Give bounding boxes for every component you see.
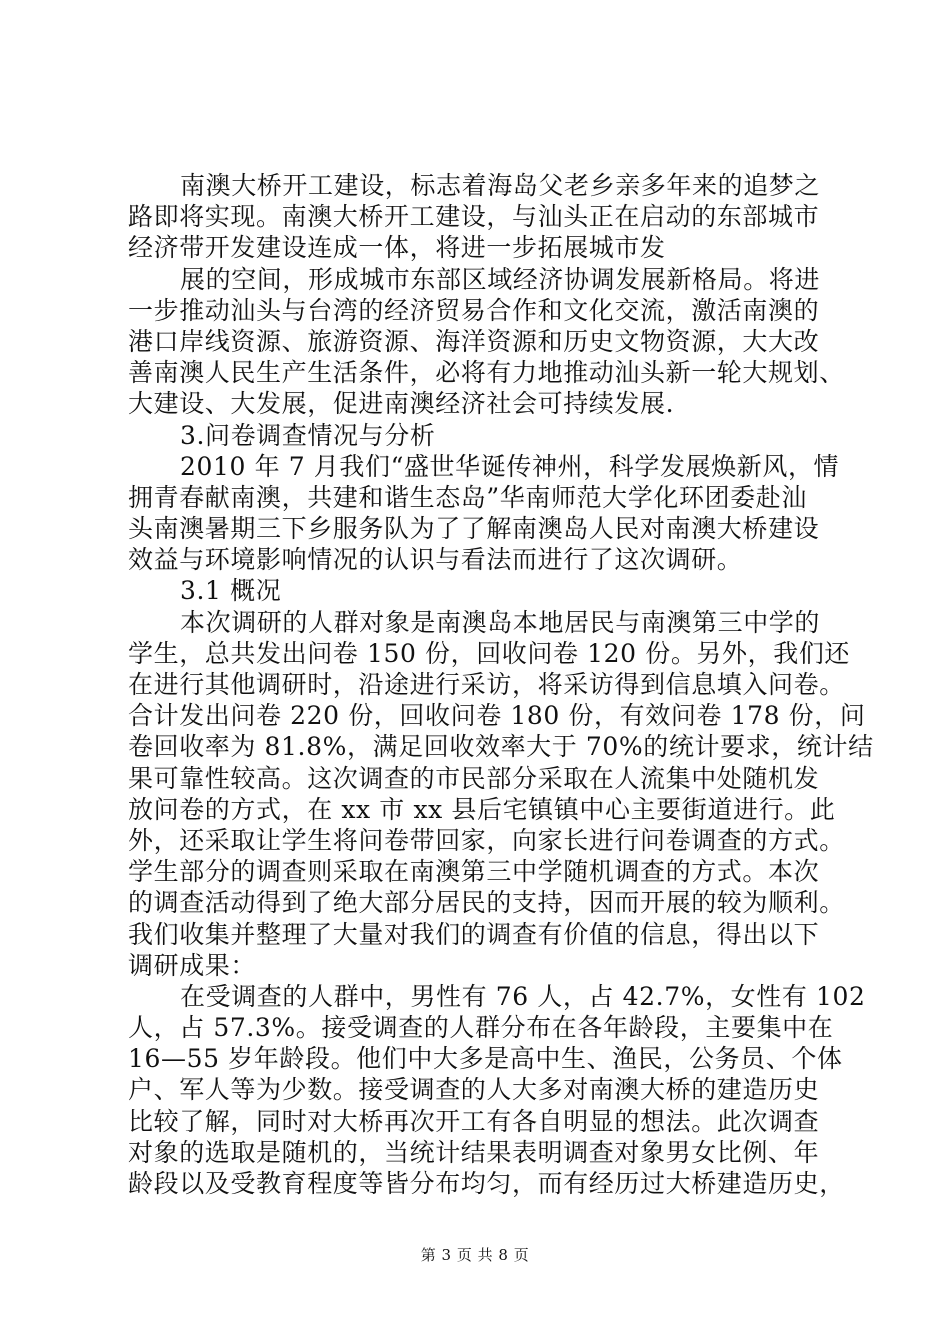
text-line: 的调查活动得到了绝大部分居民的支持，因而开展的较为顺利。 — [128, 888, 845, 918]
text-line: 在进行其他调研时，沿途进行采访，将采访得到信息填入问卷。 — [128, 670, 845, 699]
text-line: 调研成果： — [128, 950, 257, 980]
page-number-footer: 第 3 页 共 8 页 — [420, 1246, 530, 1264]
text-line: 16—55 岁年龄段。他们中大多是高中生、渔民，公务员、个体 — [128, 1044, 843, 1074]
text-line: 港口岸线资源、旅游资源、海洋资源和历史文物资源，大大改 — [128, 326, 820, 356]
text-line: 龄段以及受教育程度等皆分布均匀，而有经历过大桥建造历史， — [128, 1169, 845, 1198]
text-line: 效益与环境影响情况的认识与看法而进行了这次调研。 — [128, 545, 743, 575]
subsection-heading: 3.1 概况 — [180, 576, 282, 606]
text-line: 头南澳暑期三下乡服务队为了了解南澳岛人民对南澳大桥建设 — [128, 514, 820, 544]
text-line: 我们收集并整理了大量对我们的调查有价值的信息，得出以下 — [128, 919, 820, 949]
text-line: 学生部分的调查则采取在南澳第三中学随机调查的方式。本次 — [128, 857, 820, 887]
text-line: 路即将实现。南澳大桥开工建设，与汕头正在启动的东部城市 — [128, 202, 820, 232]
text-line: 对象的选取是随机的，当统计结果表明调查对象男女比例、年 — [128, 1137, 820, 1167]
text-line: 外，还采取让学生将问卷带回家，向家长进行问卷调查的方式。 — [128, 825, 845, 855]
text-line: 展的空间，形成城市东部区域经济协调发展新格局。将进 — [180, 264, 821, 294]
text-line: 经济带开发建设连成一体，将进一步拓展城市发 — [128, 233, 666, 263]
text-line: 放问卷的方式，在 xx 市 xx 县后宅镇镇中心主要街道进行。此 — [128, 794, 836, 824]
text-line: 学生，总共发出问卷 150 份，回收问卷 120 份。另外，我们还 — [128, 638, 851, 668]
text-line: 比较了解，同时对大桥再次开工有各自明显的想法。此次调查 — [128, 1106, 820, 1136]
text-line: 在受调查的人群中，男性有 76 人，占 42.7%，女性有 102 — [180, 981, 866, 1011]
text-line: 拥青春献南澳，共建和谐生态岛”华南师范大学化环团委赴汕 — [128, 482, 807, 512]
text-line: 一步推动汕头与台湾的经济贸易合作和文化交流，激活南澳的 — [128, 295, 820, 325]
section-heading: 3.问卷调查情况与分析 — [180, 420, 436, 450]
text-line: 大建设、大发展，促进南澳经济社会可持续发展. — [128, 389, 675, 419]
text-line: 户、军人等为少数。接受调查的人大多对南澳大桥的建造历史 — [128, 1075, 820, 1105]
text-line: 善南澳人民生产生活条件，必将有力地推动汕头新一轮大规划、 — [128, 358, 845, 388]
text-line: 2010 年 7 月我们“盛世华诞传神州，科学发展焕新风，情 — [180, 451, 840, 481]
text-line: 果可靠性较高。这次调查的市民部分采取在人流集中处随机发 — [128, 763, 820, 793]
text-line: 本次调研的人群对象是南澳岛本地居民与南澳第三中学的 — [180, 607, 821, 637]
text-line: 人，占 57.3%。接受调查的人群分布在各年龄段，主要集中在 — [128, 1013, 834, 1043]
text-line: 南澳大桥开工建设，标志着海岛父老乡亲多年来的追梦之 — [180, 171, 821, 200]
text-line: 卷回收率为 81.8%，满足回收效率大于 70%的统计要求，统计结 — [128, 732, 874, 762]
text-line: 合计发出问卷 220 份，回收问卷 180 份，有效问卷 178 份，问 — [128, 701, 866, 731]
document-body — [128, 170, 874, 1199]
